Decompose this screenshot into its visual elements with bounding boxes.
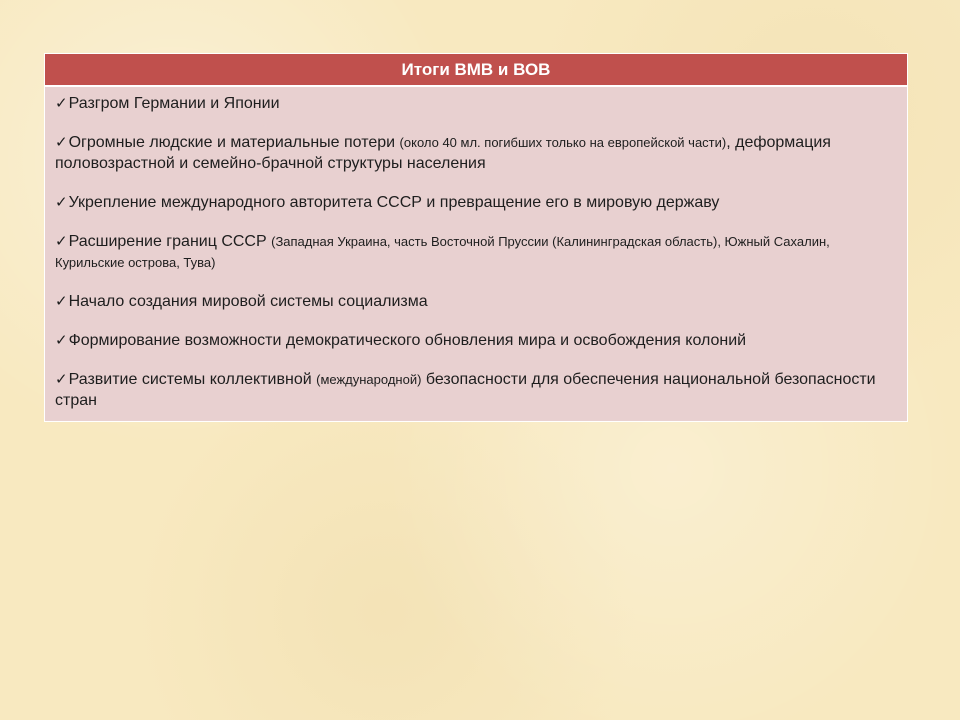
item-note: (международной) xyxy=(316,372,422,387)
item-note: (Западная Украина, часть Восточной Пруссии (Калининградская область), Южный Сахалин, Курильские острова, Тува) xyxy=(55,234,830,270)
item-tail: , деформация половозрастной и семейно-брачной структуры населения xyxy=(55,134,831,172)
check-icon: ✓ xyxy=(55,371,68,388)
list-item xyxy=(55,231,895,273)
list-item xyxy=(55,192,895,213)
item-text: Начало создания мировой системы социализма xyxy=(68,293,428,310)
check-icon: ✓ xyxy=(55,134,68,151)
check-icon: ✓ xyxy=(55,233,68,250)
table-title: Итоги ВМВ и ВОВ xyxy=(45,54,907,87)
item-text: Огромные людские и материальные потери xyxy=(68,134,396,151)
item-text: Расширение границ СССР xyxy=(68,233,267,250)
list-item xyxy=(55,291,895,312)
list-item xyxy=(55,132,895,174)
results-table xyxy=(44,53,908,422)
item-text: Разгром Германии и Японии xyxy=(68,95,280,112)
table-body xyxy=(45,87,907,421)
item-note: (около 40 мл. погибших только на европейской части) xyxy=(399,135,727,150)
item-text: Развитие системы коллективной xyxy=(68,371,312,388)
item-tail: безопасности для обеспечения национальной безопасности стран xyxy=(55,371,876,409)
list-item xyxy=(55,93,895,114)
list-item xyxy=(55,369,895,411)
list-item xyxy=(55,330,895,351)
check-icon: ✓ xyxy=(55,293,68,310)
check-icon: ✓ xyxy=(55,194,68,211)
check-icon: ✓ xyxy=(55,332,68,349)
item-text: Укрепление международного авторитета СССР и превращение его в мировую державу xyxy=(68,194,720,211)
item-text: Формирование возможности демократического обновления мира и освобождения колоний xyxy=(68,332,747,349)
check-icon: ✓ xyxy=(55,95,68,112)
